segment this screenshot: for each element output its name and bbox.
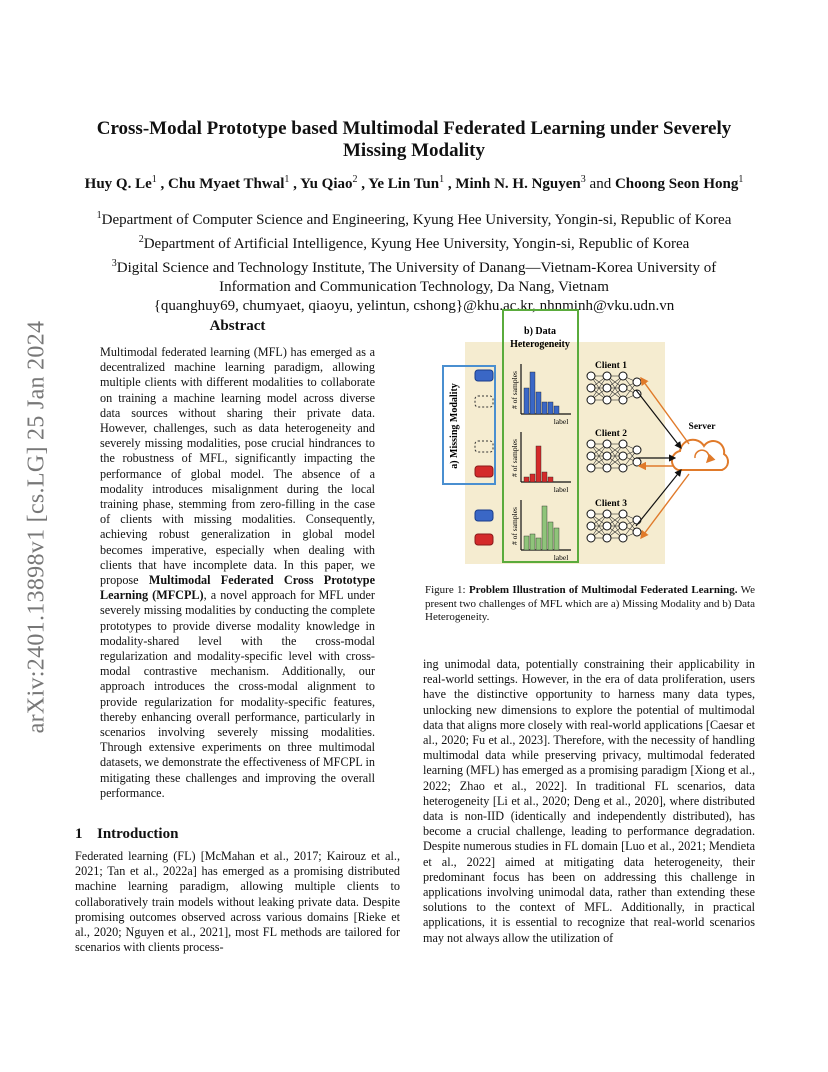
nn-node [633, 528, 641, 536]
abstract-body: Multimodal federated learning (MFL) has emerged as a decentralized machine learning paradigm, allowing multiple clients with different modalities to collaborate on training a machine learning model across diverse data sources without sharing their private data. However, challenges, such as data heterogeneity and severely missing modalities, pose crucial hindrances to the robustness of MFL, significantly impacting the performance of global model. The absence of a modality introduces misalignment during the local training phase, stemming from zero-filling in the case of clients with missing modalities. Consequently, achieving robust generalization in global model becomes imperative, especially when dealing with clients that have incomplete data. In this paper, we propose Multimodal Federated Cross Prototype Learning (MFCPL), a novel approach for MFL under severely missing modalities by conducting the complete prototypes to provide diverse modality knowledge in modality-shared level with the cross-modal regularization and modality-specific level with cross-modal contrastive mechanism. Additionally, our approach introduces the cross-modal alignment to provide regularization for modality-specific features, thereby enhancing overall performance, particularly in scenarios involving severely missing modalities. Through extensive experiments on three multimodal datasets, we demonstrate the effectiveness of MFCPL in mitigating these challenges and improving the overall performance. [100, 345, 375, 800]
nn-node [619, 452, 627, 460]
server-label: Server [688, 422, 716, 432]
section-heading: 1 Introduction [75, 826, 179, 842]
hist-ylabel: # of samples [510, 507, 519, 545]
hist-bar [530, 474, 535, 482]
panel-b-label-2: Heterogeneity [510, 339, 570, 350]
nn-node [587, 464, 595, 472]
hist-xlabel: label [553, 553, 569, 562]
nn-node [587, 510, 595, 518]
panel-b-label-1: b) Data [524, 326, 556, 337]
figure-1 [423, 308, 755, 570]
hist-bar [554, 406, 559, 414]
hist-bar [536, 446, 541, 482]
nn-node [603, 396, 611, 404]
hist-bar [542, 506, 547, 550]
hist-bar [548, 522, 553, 550]
nn-node [587, 384, 595, 392]
affiliations: $^1$Department of Computer Science and Engineering, Kyung Hee University, Yongin-si, Republic of Korea $^2$Department of Artificial Intelligence, Kyung Hee University, Yongin-si, Republic of Korea $^3$Digital Science and Technology Institute, The University of Danang—Vietnam-Korea University of Information and Communication Technology, Da Nang, Vietnam {quanghuy69, chumyaet, qiaoyu, yelintun, cshong}@khu.ac.kr, nhnminh@vku.udn.vn [96, 210, 732, 314]
hist-bar [548, 477, 553, 482]
nn-node [619, 396, 627, 404]
arxiv-identifier: arXiv:2401.13898v1 [cs.LG] 25 Jan 2024 [23, 320, 50, 734]
hist-xlabel: label [553, 417, 569, 426]
hist-bar [536, 392, 541, 414]
paper-title: Cross-Modal Prototype based Multimodal Federated Learning under Severely Missing Modality [96, 118, 732, 161]
hist-ylabel: # of samples [510, 371, 519, 409]
hist-ylabel: # of samples [510, 439, 519, 477]
nn-node [619, 510, 627, 518]
nn-node [603, 372, 611, 380]
nn-node [633, 458, 641, 466]
nn-node [587, 452, 595, 460]
hist-xlabel: label [553, 485, 569, 494]
nn-node [587, 440, 595, 448]
nn-node [603, 452, 611, 460]
client2-label: Client 2 [595, 429, 627, 439]
nn-node [619, 372, 627, 380]
nn-node [633, 446, 641, 454]
nn-node [603, 534, 611, 542]
nn-node [587, 396, 595, 404]
nn-node [619, 464, 627, 472]
nn-node [633, 516, 641, 524]
nn-node [619, 440, 627, 448]
nn-node [619, 534, 627, 542]
nn-node [587, 534, 595, 542]
abstract-heading: Abstract [209, 318, 266, 334]
nn-node [603, 522, 611, 530]
hist-bar [542, 472, 547, 482]
server-cloud-icon [672, 440, 728, 470]
panel-a-label: a) Missing Modality [449, 383, 460, 469]
hist-bar [524, 388, 529, 414]
nn-node [603, 384, 611, 392]
nn-node [603, 440, 611, 448]
nn-node [587, 372, 595, 380]
nn-node [603, 510, 611, 518]
intro-left-column: Federated learning (FL) [McMahan et al., 2017; Kairouz et al., 2021; Tan et al., 2022a] has emerged as a promising distributed machine learning paradigm, allowing multiple clients to collaboratively train models without leaking private data. Despite promising outcomes observed across various domains [Rieke et al., 2020; Nguyen et al., 2021], most FL methods are tailored for scenarios with clients process- [75, 849, 400, 955]
hist-bar [536, 538, 541, 550]
nn-node [587, 522, 595, 530]
hist-bar [524, 536, 529, 550]
author-list: Huy Q. Le$^1$ , Chu Myaet Thwal$^1$ , Yu Qiao$^2$ , Ye Lin Tun$^1$ , Minh N. H. Nguyen$^3$ and Choong Seon Hong$^1$ [84, 174, 744, 192]
nn-node [619, 522, 627, 530]
nn-node [633, 378, 641, 386]
client3-label: Client 3 [595, 499, 627, 509]
hist-bar [530, 534, 535, 550]
intro-right-column: ing unimodal data, potentially constraining their applicability in real-world settings. However, in the era of data proliferation, users have the distinctive opportunity to harness many data types, unlocking new dimensions to explore the potential of multimodal data that aligns more closely with real-world applications [Caesar et al., 2020; Fu et al., 2023]. Therefore, with the necessity of handling multimodal data while preserving privacy, multimodal federated learning (MFL) has emerged as a promising paradigm [Xiong et al., 2022; Zhao et al., 2022]. In traditional FL scenarios, data heterogeneity [Li et al., 2020; Deng et al., 2020], where distributed data is non-IID (identically and independently distributed), has become a crucial challenge, leading to performance degradation. Despite numerous studies in FL domain [Luo et al., 2021; Mendieta et al., 2022] aimed at mitigating data heterogeneity, their predominant focus has been on addressing this challenge in applications involving unimodal data, rather than extending these solutions to the context of MFL. Additionally, in practical applications, it is essential to recognize that real-world scenarios may not always allow the utilization of [423, 657, 755, 945]
hist-bar [548, 402, 553, 414]
hist-bar [530, 372, 535, 414]
hist-bar [542, 402, 547, 414]
hist-bar [554, 528, 559, 550]
nn-node [619, 384, 627, 392]
hist-bar [524, 477, 529, 482]
nn-node [603, 464, 611, 472]
client1-label: Client 1 [595, 361, 627, 371]
figure-caption: Figure 1: Problem Illustration of Multimodal Federated Learning. We present two challenges of MFL which are a) Missing Modality and b) Data Heterogeneity. [425, 584, 756, 623]
